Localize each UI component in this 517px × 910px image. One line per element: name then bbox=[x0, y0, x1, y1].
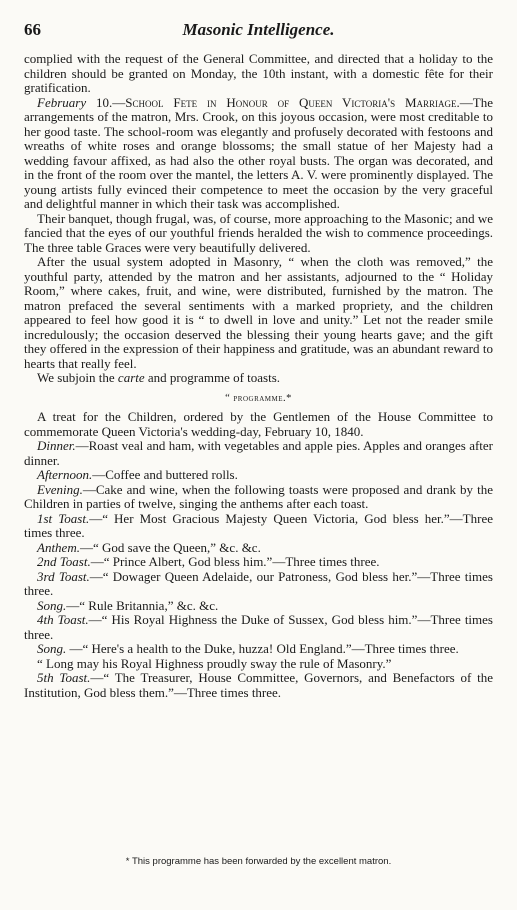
toast-2-label: 2nd Toast. bbox=[37, 554, 91, 569]
song-1-text: —“ Rule Britannia,” &c. &c. bbox=[66, 597, 219, 613]
footnote: * This programme has been forwarded by the excellent matron. bbox=[125, 856, 392, 867]
date-label: February bbox=[37, 94, 87, 110]
anthem-label: Anthem. bbox=[37, 539, 80, 555]
subjoin-text-b: and programme of toasts. bbox=[144, 370, 281, 385]
paragraph-banquet: Their banquet, though frugal, was, of course, more approaching to the Masonic; and we fancied that the eyes of our youthful friends heralded the wish to commence proceedings. The three table Graces were very beautifully delivered. bbox=[24, 210, 493, 255]
section-text: —The arrangements of the matron, Mrs. Crook, on this joyous occasion, were most creditable to her good taste. The school-room was elegantly and profusely decorated with festoons and wreaths of white roses and orange blossoms; the small statue of her Majesty had a wedding favour affixed, as had also the other royal busts. The organ was decorated, and in the front of the room over the mantel, the letters A. V. were prominently displayed. The young artists fully evinced their competence to meet the occasion by the very graceful and delightful manner in which their task was accomplished. bbox=[24, 94, 494, 211]
song-2-label: Song. bbox=[37, 641, 67, 656]
song-2 bbox=[24, 642, 493, 657]
toast-4 bbox=[24, 613, 493, 642]
toast-2-text: —“ Prince Albert, God bless him.”—Three times three. bbox=[90, 554, 380, 569]
paragraph-school-fete bbox=[24, 96, 493, 212]
toast-3-label: 3rd Toast. bbox=[37, 568, 90, 584]
song-2-text: —“ Here's a health to the Duke, huzza! Old England.”—Three times three. bbox=[66, 641, 459, 656]
toast-1-label: 1st Toast. bbox=[37, 510, 90, 526]
dinner-label: Dinner. bbox=[37, 438, 76, 453]
section-heading: School Fete in Honour of Queen Victoria's Marriage. bbox=[125, 94, 460, 110]
programme-evening bbox=[24, 483, 493, 512]
song-1 bbox=[24, 599, 493, 614]
toast-3-text: —“ Dowager Queen Adelaide, our Patroness, God bless her.”—Three times three. bbox=[24, 568, 493, 598]
page-header bbox=[24, 20, 493, 44]
paragraph-treat: A treat for the Children, ordered by the Gentlemen of the House Committee to commemorate Queen Victoria's wedding-day, February 10, 1840. bbox=[24, 409, 493, 439]
body-text bbox=[24, 52, 493, 700]
anthem bbox=[24, 541, 493, 556]
toast-2 bbox=[24, 555, 493, 570]
page-number: 66 bbox=[24, 20, 41, 39]
date-day: 10.— bbox=[86, 94, 126, 110]
afternoon-text: —Coffee and buttered rolls. bbox=[92, 467, 238, 482]
paragraph-continuation: complied with the request of the General Committee, and directed that a holiday to the children should be granted on Monday, the 10th instant, with a domestic fête for their gratification. bbox=[24, 51, 493, 95]
afternoon-label: Afternoon. bbox=[37, 467, 93, 482]
toast-1-text: —“ Her Most Gracious Majesty Queen Victoria, God bless her.”—Three times three. bbox=[24, 510, 493, 540]
evening-text: —Cake and wine, when the following toasts were proposed and drank by the Children in parties of twelve, singing the anthems after each toast. bbox=[24, 481, 493, 511]
programme-afternoon bbox=[24, 468, 493, 483]
toast-5 bbox=[24, 671, 493, 700]
programme-heading: “ programme.* bbox=[225, 392, 292, 404]
running-title: Masonic Intelligence. bbox=[182, 20, 335, 39]
subjoin-carte: carte bbox=[117, 370, 145, 385]
toast-3 bbox=[24, 570, 493, 599]
toast-5-text: —“ The Treasurer, House Committee, Governors, and Benefactors of the Institution, God bless them.”—Three times three. bbox=[24, 670, 493, 700]
toast-4-label: 4th Toast. bbox=[37, 612, 89, 627]
masonry-line: “ Long may his Royal Highness proudly sway the rule of Masonry.” bbox=[37, 655, 392, 671]
evening-label: Evening. bbox=[37, 481, 83, 497]
toast-4-text: —“ His Royal Highness the Duke of Sussex, God bless him.”—Three times three. bbox=[24, 612, 493, 642]
paragraph-subjoin bbox=[24, 371, 493, 386]
paragraph-after-dinner: After the usual system adopted in Masonry, “ when the cloth was removed,” the youthful party, attended by the matron and her assistants, adjourned to the “ Holiday Room,” where cakes, fruit, and wine, were distributed, furnished by the matron. The matron prefaced the several sentiments with a marked propriety, and the children appeared to feel how good it is “ to dwell in love and unity.” Let not the reader smile incredulously; the occasion deserved the blessing their young hearts gave; and the gift they offered in the expression of their happiness and gratitude, was an abundant reward to hearts that really feel. bbox=[24, 254, 493, 371]
anthem-text: —“ God save the Queen,” &c. &c. bbox=[79, 539, 261, 555]
subjoin-text-a: We subjoin the bbox=[37, 370, 118, 385]
dinner-text: —Roast veal and ham, with vegetables and apple pies. Apples and oranges after dinner. bbox=[24, 438, 493, 468]
toast-5-label: 5th Toast. bbox=[37, 670, 91, 685]
toast-1 bbox=[24, 512, 493, 541]
song-1-label: Song. bbox=[37, 597, 67, 613]
programme-dinner bbox=[24, 439, 493, 468]
